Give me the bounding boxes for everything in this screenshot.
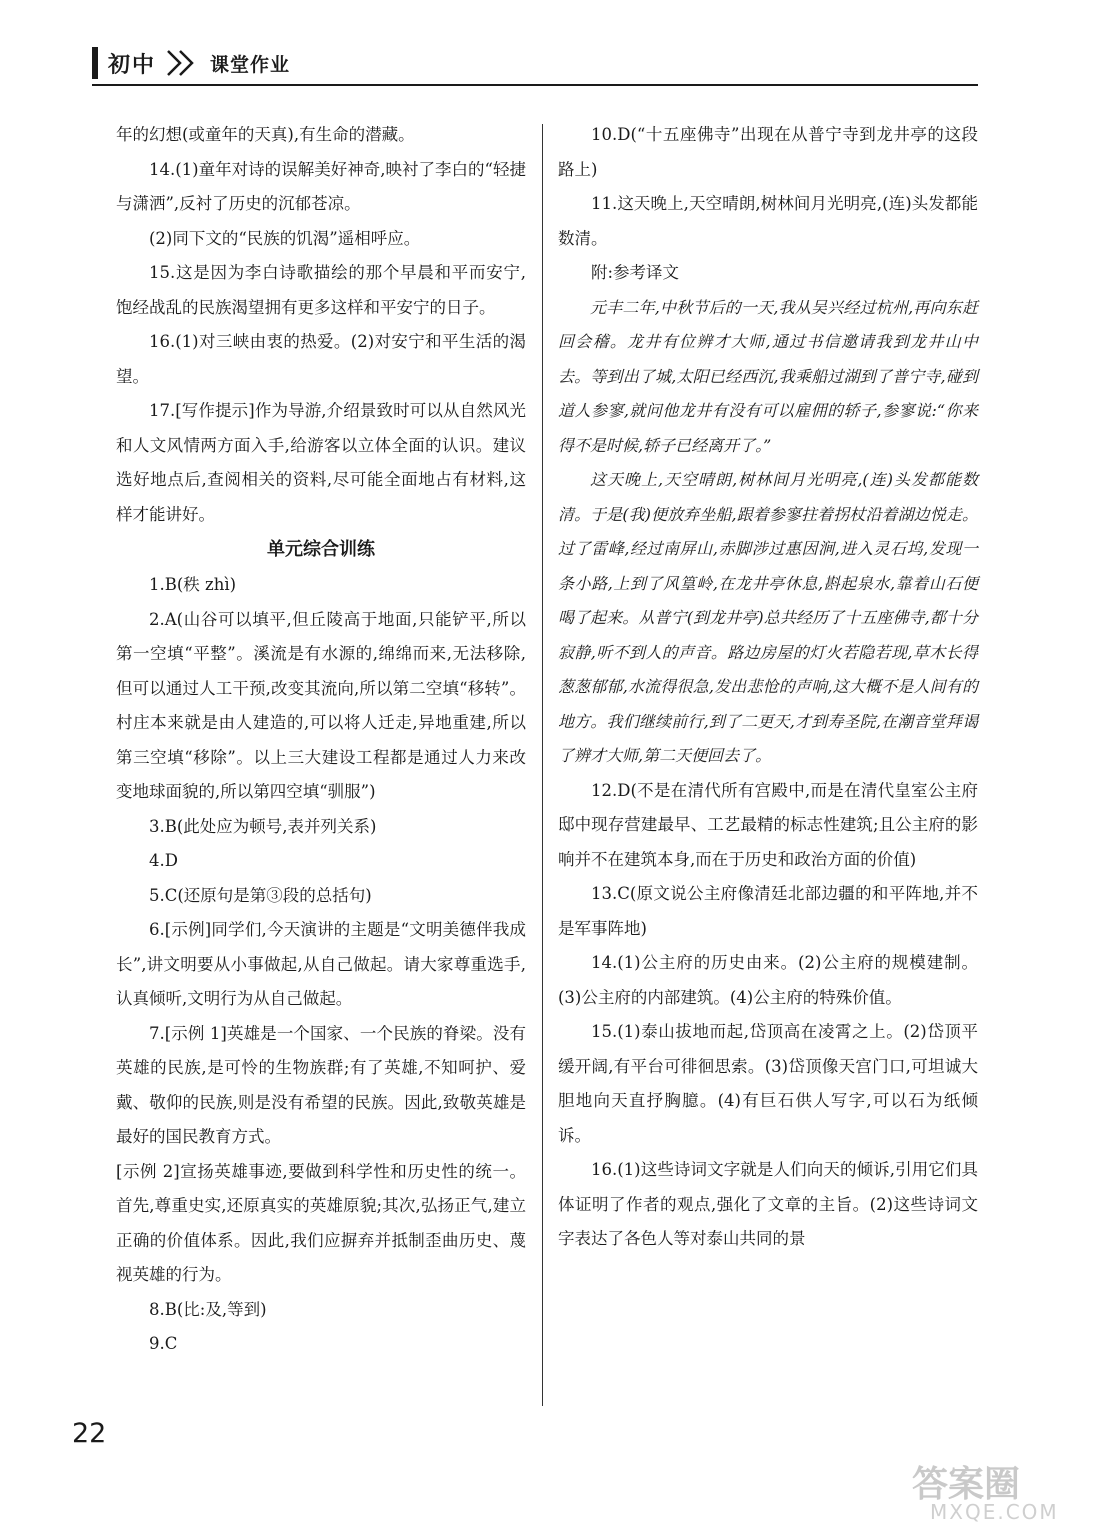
answer-paragraph: 11.这天晚上,天空晴朗,树林间月光明亮,(连)头发都能数清。 [558,194,978,248]
column-divider [542,124,543,1406]
answer-paragraph: 2.A(山谷可以填平,但丘陵高于地面,只能铲平,所以第一空填“平整”。溪流是有水源的,绵绵而来,无法移除,但可以通过人工干预,改变其流向,所以第二空填“移转”。村庄本来就是由人建造的,可以将人迁走,异地重建,所以第三空填“移除”。以上三大建设工程都是通过人力来改变地球面貌的,所以第四空填“驯服”) [116,609,526,801]
section-title: 单元综合训练 [267,539,375,560]
answer-paragraph: 这天晚上,天空晴朗,树林间月光明亮,(连)头发都能数清。于是(我)便放弃坐船,跟着参寥拄着拐杖沿着湖边悦走。过了雷峰,经过南屏山,赤脚涉过惠因涧,进入灵石坞,发现一条小路,上到了风篁岭,在龙井亭休息,斟起泉水,靠着山石便喝了起来。从普宁(到龙井亭)总共经历了十五座佛寺,都十分寂静,听不到人的声音。路边房屋的灯火若隐若现,草木长得葱葱郁郁,水流得很急,发出悲怆的声响,这大概不是人间有的地方。我们继续前行,到了二更天,才到寿圣院,在潮音堂拜谒了辨才大师,第二天便回去了。 [558,470,978,765]
answer-paragraph: 5.C(还原句是第③段的总括句) [149,885,372,905]
watermark-url: MXQE.COM [930,1500,1059,1524]
answer-paragraph: 6.[示例]同学们,今天演讲的主题是“文明美德伴我成长”,讲文明要从小事做起,从自己做起。请大家尊重选手,认真倾听,文明行为从自己做起。 [116,920,526,1008]
answer-paragraph: 10.D(“十五座佛寺”出现在从普宁寺到龙井亭的这段路上) [558,125,978,179]
answer-paragraph: 年的幻想(或童年的天真),有生命的潜藏。 [116,125,415,144]
watermark [900,1456,1080,1526]
answer-paragraph: 1.B(秩 zhì) [149,575,237,594]
answer-paragraph: 13.C(原文说公主府像清廷北部边疆的和平阵地,并不是军事阵地) [558,884,978,938]
page-number: 22 [72,1418,107,1449]
answer-paragraph: 附:参考译文 [591,263,680,282]
answer-paragraph: 16.(1)对三峡由衷的热爱。(2)对安宁和平生活的渴望。 [116,332,526,386]
right-column [558,118,978,1257]
left-column [116,118,526,1362]
answer-paragraph: 14.(1)公主府的历史由来。(2)公主府的规模建制。(3)公主府的内部建筑。(4)公主府的特殊价值。 [558,953,978,1007]
answer-paragraph: 14.(1)童年对诗的误解美好神奇,映衬了李白的“轻捷与潇洒”,反衬了历史的沉郁苍凉。 [116,159,526,213]
answer-paragraph: [示例 2]宣扬英雄事迹,要做到科学性和历史性的统一。首先,尊重史实,还原真实的英雄原貌;其次,弘扬正气,建立正确的价值体系。因此,我们应摒弃并抵制歪曲历史、蔑视英雄的行为。 [116,1161,526,1284]
answer-paragraph: 3.B(此处应为顿号,表并列关系) [149,816,377,836]
answer-paragraph: 8.B(比:及,等到) [149,1299,267,1319]
answer-paragraph: 9.C [149,1334,178,1353]
page-header [92,40,978,84]
answer-paragraph: 4.D [149,851,178,870]
answer-paragraph: 12.D(不是在清代所有宫殿中,而是在清代皇室公主府邸中现存营建最早、工艺最精的标志性建筑;且公主府的影响并不在建筑本身,而在于历史和政治方面的价值) [558,780,978,869]
header-rule [92,84,978,86]
header-title: 课堂作业 [210,53,291,76]
answer-paragraph: 16.(1)这些诗词文字就是人们向天的倾诉,引用它们具体证明了作者的观点,强化了文章的主旨。(2)这些诗词文字表达了各色人等对泰山共同的景 [558,1160,978,1248]
watermark-logo: 答案圈 [912,1464,1021,1505]
header-tab [92,46,290,80]
answer-paragraph: (2)同下文的“民族的饥渴”遥相呼应。 [149,228,421,248]
answer-paragraph: 17.[写作提示]作为导游,介绍景致时可以从自然风光和人文风情两方面入手,给游客以立体全面的认识。建议选好地点后,查阅相关的资料,尽可能全面地占有材料,这样才能讲好。 [116,401,526,524]
header-bar [92,47,98,79]
double-chevron-icon [164,48,200,78]
header-level: 初中 [108,52,157,78]
answer-paragraph: 15.(1)泰山拔地而起,岱顶高在凌霄之上。(2)岱顶平缓开阔,有平台可徘徊思索。(3)岱顶像天宫门口,可坦诚大胆地向天直抒胸臆。(4)有巨石供人写字,可以石为纸倾诉。 [558,1022,978,1145]
answer-paragraph: 元丰二年,中秋节后的一天,我从吴兴经过杭州,再向东赶回会稽。龙井有位辨才大师,通过书信邀请我到龙井山中去。等到出了城,太阳已经西沉,我乘船过湖到了普宁寺,碰到道人参寥,就问他龙井有没有可以雇佣的轿子,参寥说:“你来得不是时候,轿子已经离开了。” [558,297,978,455]
answer-paragraph: 15.这是因为李白诗歌描绘的那个早晨和平而安宁,饱经战乱的民族渴望拥有更多这样和平安宁的日子。 [116,263,526,317]
answer-paragraph: 7.[示例 1]英雄是一个国家、一个民族的脊梁。没有英雄的民族,是可怜的生物族群;有了英雄,不知呵护、爱戴、敬仰的民族,则是没有希望的民族。因此,致敬英雄是最好的国民教育方式。 [116,1023,526,1146]
